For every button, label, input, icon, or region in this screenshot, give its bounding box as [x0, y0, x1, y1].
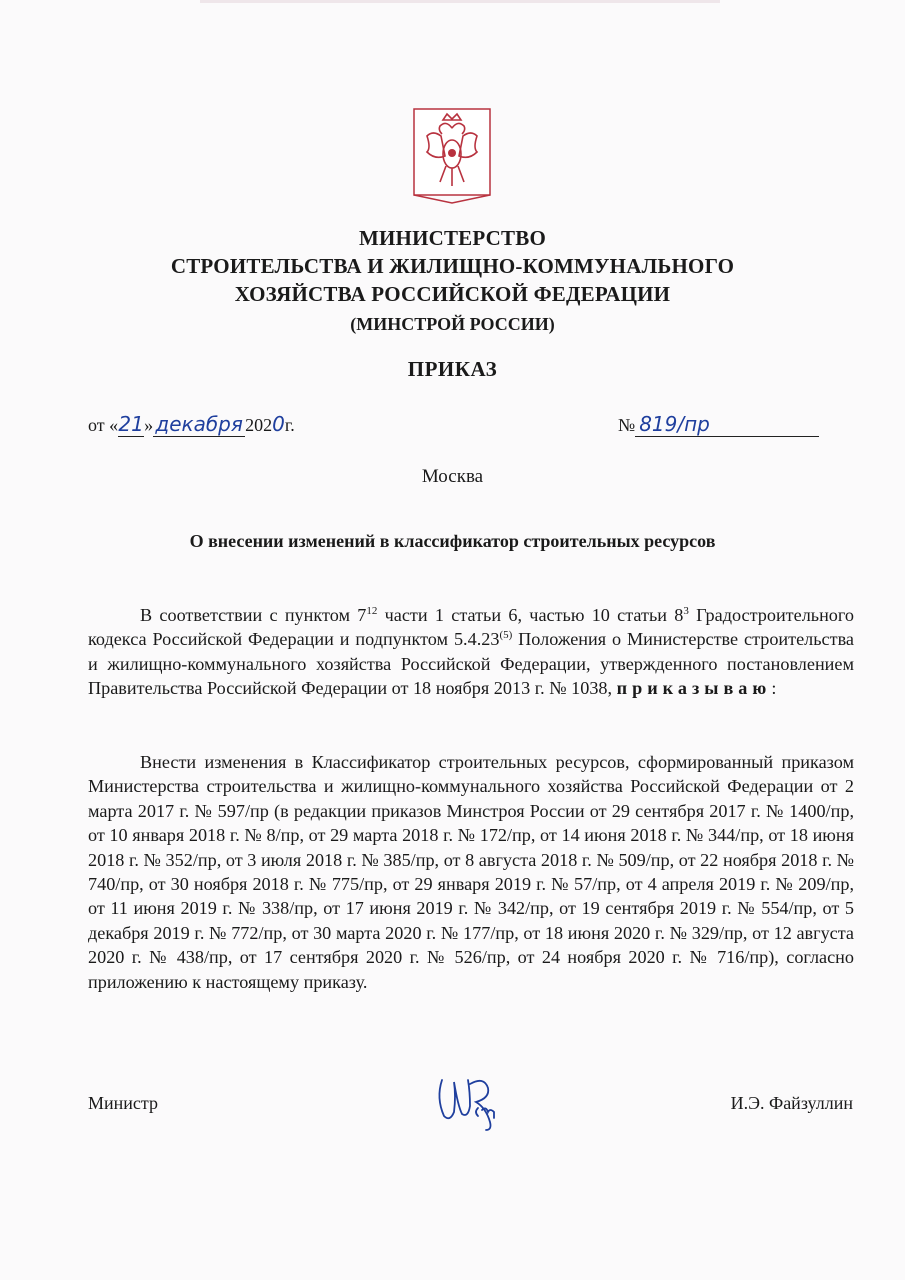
date-day: 21	[118, 412, 144, 436]
coat-of-arms-emblem	[413, 108, 491, 204]
ministry-name	[0, 224, 905, 308]
superscript-2: 3	[683, 604, 689, 617]
ministry-line-1: МИНИСТЕРСТВО	[358, 226, 546, 250]
order-number	[618, 412, 819, 437]
ministry-line-2: СТРОИТЕЛЬСТВА И ЖИЛИЩНО-КОММУНАЛЬНОГО	[170, 254, 735, 278]
preamble-end: :	[771, 678, 777, 699]
date-month: декабря	[153, 412, 245, 437]
date-suffix: г.	[284, 415, 295, 435]
order-date	[88, 412, 295, 437]
date-quote-close: »	[144, 415, 154, 435]
city: Москва	[421, 466, 484, 487]
ministry-line-3: ХОЗЯЙСТВА РОССИЙСКОЙ ФЕДЕРАЦИИ	[234, 282, 671, 306]
order-subject: О внесении изменений в классификатор строительных ресурсов	[189, 531, 716, 551]
order-body-paragraph	[88, 750, 854, 994]
date-year-prefix: 202	[245, 415, 273, 435]
preamble-text-1: В соответствии с пунктом 7	[140, 605, 367, 625]
document-type: ПРИКАЗ	[407, 357, 498, 381]
date-prefix: от «	[88, 415, 119, 435]
number-prefix: №	[618, 415, 636, 435]
number-value: 819/пр	[635, 412, 819, 437]
order-keyword: приказываю	[616, 678, 772, 699]
signatory-position: Министр	[88, 1093, 158, 1113]
preamble-text-3: Градостроительного кодекса Российской Федерации и подпунктом 5.4.23	[88, 605, 854, 650]
preamble-text-2: части 1 статьи 6, частью 10 статьи 8	[377, 605, 684, 625]
page-edge-mark	[200, 0, 720, 3]
signatory-name: И.Э. Файзуллин	[730, 1093, 853, 1113]
order-body-text: Внести изменения в Классификатор строительных ресурсов, сформированный приказом Министерства строительства и жилищно-коммунального хозяйства Российской Федерации от 2 марта 2017 г. № 597/пр (в редакции приказов Минстроя России от 29 сентября 2017 г. № 1400/пр, от 10 января 2018 г. № 8/пр, от 29 марта 2018 г. № 172/пр, от 14 июня 2018 г. № 344/пр, от 18 июня 2018 г. № 352/пр, от 3 июля 2018 г. № 385/пр, от 8 августа 2018 г. № 509/пр, от 22 ноября 2018 г. № 740/пр, от 30 ноября 2018 г. № 775/пр, от 29 января 2019 г. № 57/пр, от 4 апреля 2019 г. № 209/пр, от 11 июня 2019 г. № 338/пр, от 17 июня 2019 г. № 342/пр, от 19 сентября 2019 г. № 554/пр, от 5 декабря 2019 г. № 772/пр, от 30 марта 2020 г. № 177/пр, от 18 июня 2020 г. № 329/пр, от 12 августа 2020 г. № 438/пр, от 17 сентября 2020 г. № 526/пр, от 24 ноября 2020 г. № 716/пр), согласно приложению к настоящему приказу.	[88, 752, 854, 992]
preamble-text-4: Положения о Министерстве строительства и жилищно-коммунального хозяйства Российской Федерации, утвержденного постановлением Правительства Российской Федерации от 18 ноября 2013 г. № 1038,	[88, 629, 854, 699]
date-year-suffix: 0	[272, 412, 285, 436]
preamble-paragraph	[88, 603, 854, 701]
superscript-3: (5)	[499, 629, 513, 642]
ministry-abbreviation: (МИНСТРОЙ РОССИИ)	[350, 314, 555, 334]
superscript-1: 12	[366, 604, 378, 617]
